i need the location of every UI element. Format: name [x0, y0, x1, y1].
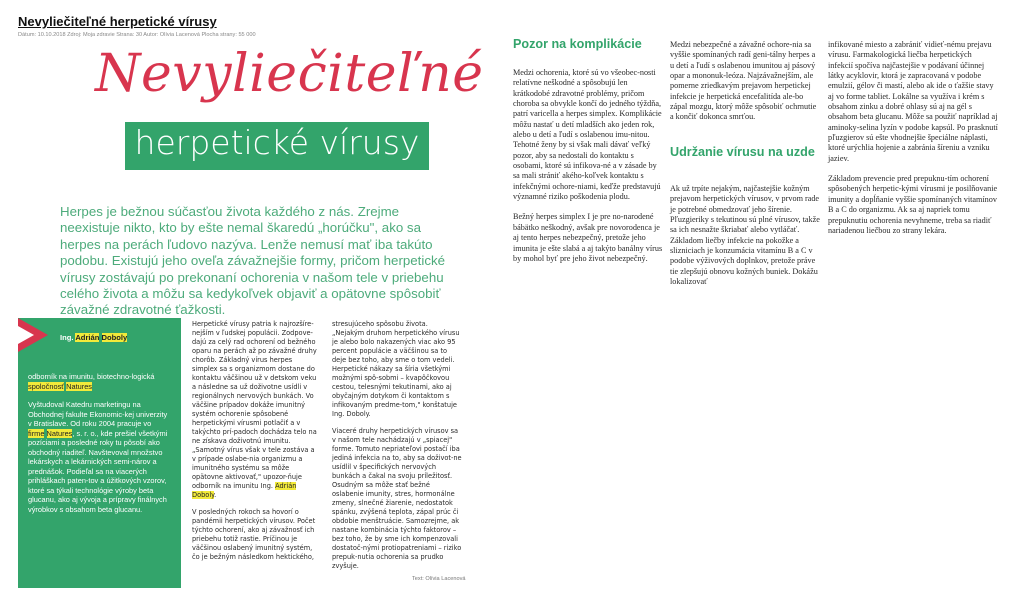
- body-paragraph: Ak už trpíte nejakým, najčastejšie kožným prejavom herpetických vírusov, v prvom rade je potrebné obmedzovať jeho šírenie. Pľuzgieriky s tekutinou sú plné vírusov, takže sa ich nesnažte škriabať alebo vytláčať. Základom liečby infekcie na pokožke a slizniciach je konzumácia vitamínu B a C v podobe výživových doplnkov, pretože práve tie zlepšujú obnovu kožných buniek. Dokážu lokalizovať: [670, 184, 820, 287]
- bio-highlight: spoločnosť: [28, 381, 65, 391]
- body-text: Herpetické vírusy patria k najrozšíre-nejším v ľudskej populácii. Zodpove-dajú za celý rad ochorení od bežného oparu na perách až po závažné druhy chorôb. Základný vírus herpes simplex sa s organizmom dostane do kontaktu väčšinou už v detskom veku a následne sa už doživotne usídli v regionálnych nervových bunkách. Vo väčšine prípadov dokáže imunitný systém ochorenie spôsobené herpetickými vírusmi potlačiť a v takýchto prí-padoch dochádza telo na ne získava doživotnú imunitu. „Samotný vírus však v tele zostáva a v prípade oslabe-nia organizmu a imunitného systému sa môže opätovne aktivovať," upozor-ňuje odborník na imunitu Ing.: [192, 320, 317, 490]
- bio-text: Vyštudoval Katedru marketingu na Obchodnej fakulte Ekonomic-kej univerzity v Bratislave. Od roku 2004 pracuje vo: [28, 400, 168, 428]
- body-paragraph: Bežný herpes simplex I je pre no-narodené bábätko neškodný, avšak pre novorodenca je aj tento herpes nebezpečný, pretože jeho imunita je ešte slabá a aj takýto banálny vírus by mohol byť pre jeho život nebezpečný.: [513, 212, 663, 263]
- body-paragraph: Medzi nebezpečné a závažné ochore-nia sa vyššie spomínaných radí geni-tálny herpes a u detí a ľudí s oslabenou imunitou aj pásový opar a mononuk-leóza. Najzávažnejším, ale pomerne zriedkavým prejavom herpetickej infekcie je herpetická encefalitída ale-bo zápal mozgu, ktorý môže spôsobiť ochrnutie a končiť dokonca smrťou.: [670, 40, 817, 122]
- body-column-2: [332, 320, 462, 579]
- document-meta: Dátum: 10.10.2018 Zdroj: Moja zdravie Strana: 30 Autor: Olívia Lacenová Plocha strany: 55 000: [18, 32, 256, 38]
- document-title: Nevyliečiteľné herpetické vírusy: [18, 14, 217, 29]
- body-text: .: [214, 491, 217, 499]
- body-paragraph: stresujúceho spôsobu života. „Nejakým druhom herpetického vírusu je alebo bolo nakazených viac ako 95 percent populácie a väčšinou sa to deje bez toho, aby sme o tom vedeli. Herpetické nákazy sa šíria všetkými možnými spô-sobmi – kvapôčkovou cestou, telesnými tekutinami, ako aj obyčajným dotykom či kontaktom s infikovaným predme-tom," konštatuje Ing. Doboly.: [332, 320, 460, 418]
- bio-text: , s. r. o., kde prešiel všetkými pozíciami a posledné roky tu pôsobí ako obchodný riaditeľ. Navštevoval množstvo lekárskych a lekárnických semi-nárov a prednášok. Podieľal sa na viacerých prihláškach paten-tov a úžitkových vzorov, ktoré sa týkali technológie výroby beta glucanu, ako aj vývoja a prípravy finálnych výrobkov s obsahom beta glucanu.: [28, 428, 168, 514]
- body-paragraph: Medzi ochorenia, ktoré sú vo všeobec-nosti relatívne neškodné a spôsobujú len krátkodobé zdravotné problémy, pričom choroba sa obvykle končí do jedného týždňa, patrí varicella a herpes simplex. Komplikácie môžu nastať u detí mladších ako jeden rok, alebo u detí a ľudí s oslabenou imu-nitou. Tehotné ženy by si však mali dávať veľký pozor, aby sa nedostali do kontaktu s osobami, ktoré sú infikova-né a v zásade by sa mali strániť akého-koľvek kontaktu s infekčnými ochore-niami, keďže predstavujú významné riziko poškodenia plodu.: [513, 68, 662, 202]
- body-highlight: Adrián: [275, 482, 297, 490]
- section-heading-complications: Pozor na komplikácie: [513, 37, 642, 51]
- right-column-2-continued: [670, 184, 820, 297]
- body-paragraph: Viaceré druhy herpetických vírusov sa v našom tele nachádzajú v „spiacej" forme. Tomuto nepriateľovi postačí iba jediná infekcia na to, aby sa doživot-ne usídlil v špecifických nervových bunkách a čakal na svoju príležitosť. Osudným sa môže stať bežné oslabenie imunity, stres, hormonálne zmeny, slnečné žiarenie, nedostatok spánku, zvýšená teplota, zápal prúc či obdobie menštruácie. Samozrejme, ak nastane kombinácia týchto faktorov – bez toho, že by sme ich kompenzovali dostatoč-nými protiopatreniami – riziko prepuk-nutia ochorenia sa prudko zvyšuje.: [332, 427, 462, 570]
- bio-paragraph: [28, 372, 168, 391]
- sidebar-person-name: [60, 333, 127, 342]
- body-column-1: [192, 320, 318, 570]
- name-first: Adrián: [75, 333, 100, 342]
- sidebar-bio: [28, 372, 168, 523]
- headline-line2: herpetické vírusy: [134, 123, 420, 162]
- section-heading-control: Udržanie vírusu na uzde: [670, 145, 815, 159]
- body-paragraph: infikované miesto a zabrániť vidieť-nému prejavu vírusu. Farmakologická liečba herpetických infekcií spočíva najčastejšie v podávaní účinnej látky acyklovir, ktorá je zapracovaná v podobe emulzií, gélov či mastí, alebo ak ide o ťažšie stavy aj vo forme tabliet. Lokálne sa využíva i krém s obsahom zinku a dobré ohlasy sú aj na gél s obsahom beta glucanu. Môže sa použiť napríklad aj aminoky-selina lyzín v podobe kapsúl. Po prasknutí pľuzgierov sú ešte vhodnejšie špeciálne náplasti, ktoré urýchlia hojenie a zabránia šíreniu a vzniku jaziev.: [828, 40, 998, 163]
- text-credit: Text: Olívia Lacenová: [412, 576, 466, 582]
- body-paragraph: V posledných rokoch sa hovorí o pandémii herpetických vírusov. Počet týchto ochorení, ako aj závažnosť ich priebehu totiž rastie. Príčinou je väčšinou oslabený imunitný systém, čo je bežným následkom hektického,: [192, 508, 316, 561]
- bio-highlight: Natures: [46, 428, 73, 438]
- lead-paragraph: Herpes je bežnou súčasťou života každého z nás. Zrejme neexistuje nikto, kto by ešte nemal škaredú „horúčku", ako sa herpes na perách ľudovo nazýva. Lenže nemusí mať iba takúto podobu. Existujú jeho oveľa závažnejšie formy, pričom herpetické vírusy zostávajú po prekonaní ochorenia v našom tele v priebehu celého života a môžu sa kedykoľvek objaviť a opätovne spôsobiť závažné zdravotné ťažkosti.: [60, 204, 446, 318]
- right-column-3: [828, 40, 998, 246]
- bio-paragraph: [28, 400, 168, 514]
- body-highlight: Doboly: [192, 491, 215, 499]
- name-prefix: Ing.: [60, 333, 76, 342]
- right-column-1: [513, 68, 663, 274]
- body-paragraph: Základom prevencie pred prepuknu-tím ochorení spôsobených herpetic-kými vírusmi je posilňovanie imunity a dopĺňanie vyššie spomínaných vitamínov B a C do organizmu. Ak sa aj napriek tomu prepuknutiu ochorenia nevyhneme, treba sa riadiť nariadenou liečbou zo strany lekára.: [828, 174, 998, 235]
- chevron-right-icon: [18, 318, 58, 352]
- bio-highlight: firme: [28, 428, 45, 438]
- name-last: Doboly: [101, 333, 128, 342]
- bio-highlight: Natures: [66, 381, 93, 391]
- body-paragraph: [192, 320, 318, 500]
- right-column-2: [670, 40, 820, 133]
- bio-text: odborník na imunitu, biotechno-logická: [28, 372, 155, 381]
- headline-line1: Nevyliečiteľné: [95, 44, 484, 104]
